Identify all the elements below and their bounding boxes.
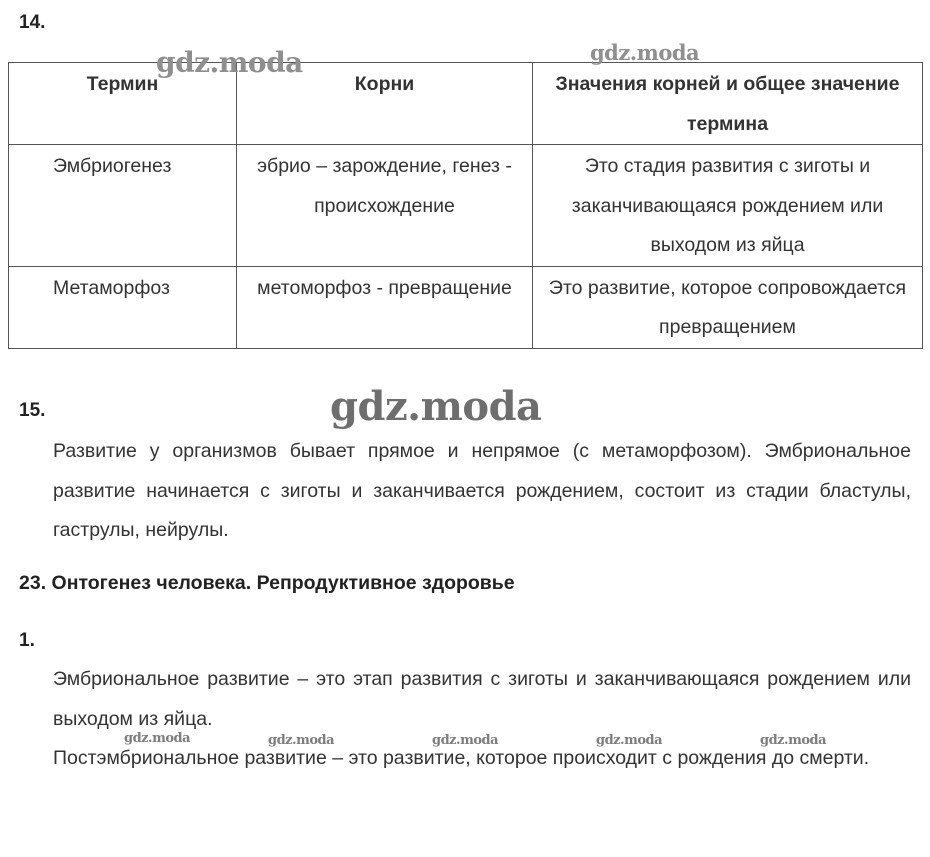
task-1-paragraph-1: Эмбриональное развитие – это этап развития с зиготы и заканчивающаяся рождением или выходом из яйца. <box>53 668 911 730</box>
header-term: Термин <box>9 63 237 145</box>
table-row <box>9 266 923 348</box>
watermark: gdz.moda <box>432 733 499 748</box>
section-title: 23. Онтогенез человека. Репродуктивное здоровье <box>19 572 515 594</box>
watermark: gdz.moda <box>156 46 303 79</box>
header-roots: Корни <box>237 63 533 145</box>
watermark: gdz.moda <box>760 733 827 748</box>
cell-term: Метаморфоз <box>9 266 237 348</box>
watermark: gdz.moda <box>268 733 335 748</box>
task-1-number: 1. <box>19 630 35 651</box>
cell-term: Эмбриогенез <box>9 145 237 267</box>
cell-meaning: Это стадия развития с зиготы и заканчивающаяся рождением или выходом из яйца <box>533 145 923 267</box>
header-meaning: Значения корней и общее значение термина <box>533 63 923 145</box>
watermark: gdz.moda <box>596 733 663 748</box>
table-row <box>9 145 923 267</box>
watermark: gdz.moda <box>330 383 542 430</box>
watermark: gdz.moda <box>590 40 700 65</box>
table-header-row <box>9 63 923 145</box>
cell-meaning: Это развитие, которое сопровождается превращением <box>533 266 923 348</box>
task-15-number: 15. <box>19 400 46 421</box>
task-15-text: Развитие у организмов бывает прямое и непрямое (с метаморфозом). Эмбриональное развитие начинается с зиготы и заканчивается рождением, состоит из стадии бластулы, гаструлы, нейрулы. <box>53 440 911 541</box>
watermark: gdz.moda <box>124 731 191 746</box>
task-14-number: 14. <box>19 12 46 33</box>
cell-roots: метоморфоз - превращение <box>237 266 533 348</box>
terms-table <box>8 62 923 349</box>
cell-roots: эбрио – зарождение, генез - происхождение <box>237 145 533 267</box>
task-1-paragraph-2: Постэмбриональное развитие – это развитие, которое происходит с рождения до смерти. <box>53 747 870 769</box>
